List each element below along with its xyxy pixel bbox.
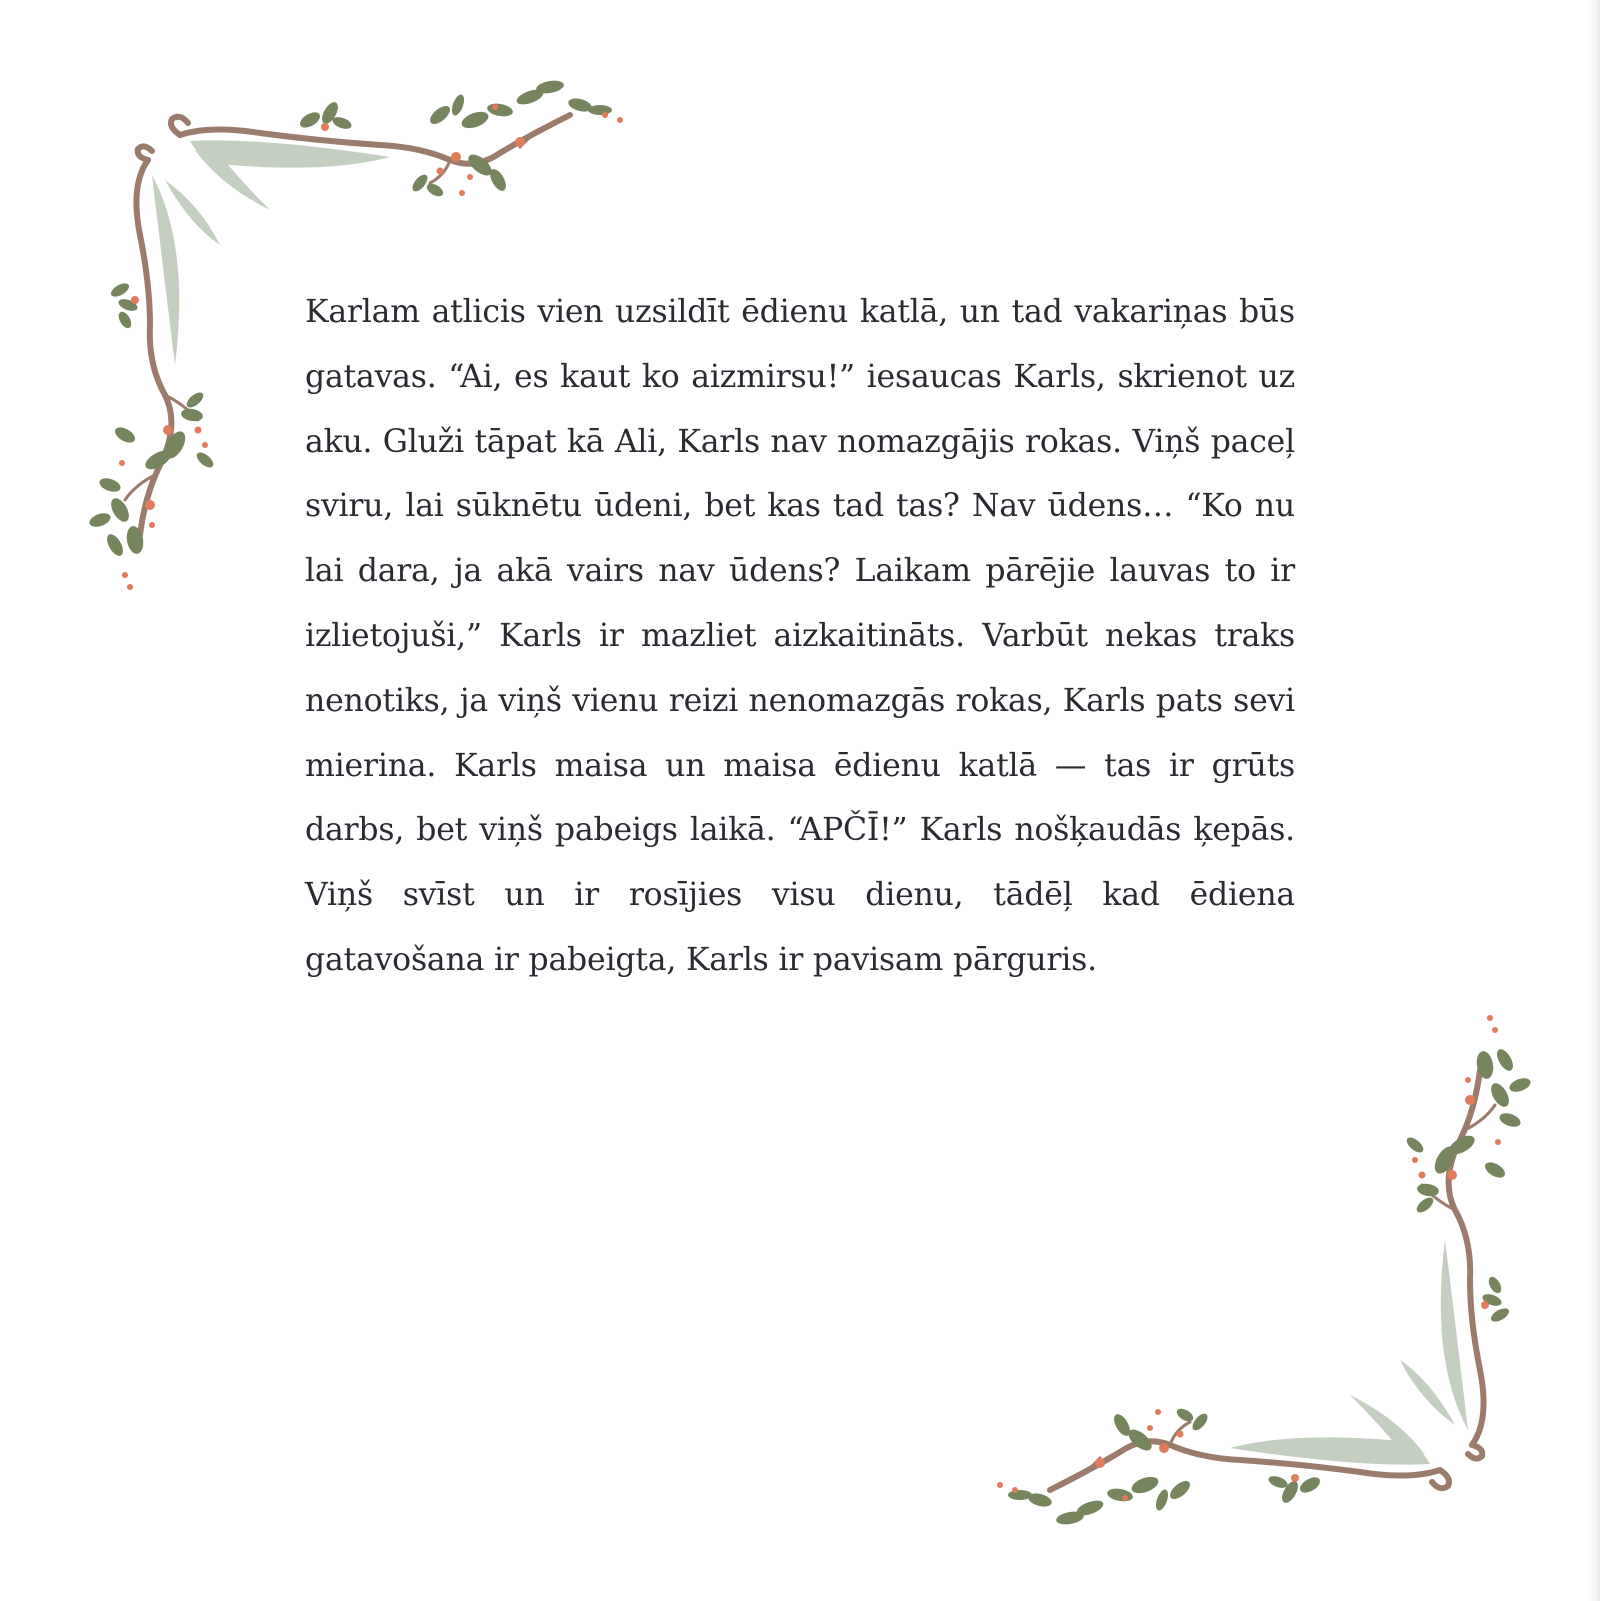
dark-leaves-top — [1008, 1406, 1323, 1526]
berries — [997, 1015, 1501, 1501]
story-paragraph: Karlam atlicis vien uzsildīt ēdienu katlā, un tad vakariņas būs gatavas. “Ai, es kaut ko aizmirsu!” iesaucas Karls, skrienot uz aku. Gluži tāpat kā Ali, Karls nav nomazgājis rokas. Viņš paceļ sviru, lai sūknētu ūdeni, bet kas tad tas? Nav ūdens… “Ko nu lai dara, ja akā vairs nav ūdens? Laikam pārējie lauvas to ir izlietojuši,” Karls ir mazliet aizkaitināts. Varbūt nekas traks nenotiks, ja viņš vienu reizi nenomazgās rokas, Karls pats sevi mierina. Karls maisa un maisa ēdienu katlā — tas ir grūts darbs, bet viņš pabeigs laikā. “APČĪ!” Karls nošķaudās ķepās. Viņš svīst un ir rosījies visu dienu, tādēļ kad ēdiena gatavošana ir pabeigta, Karls ir pavisam pārguris. — [305, 294, 1295, 978]
pale-leaves-top — [190, 140, 390, 210]
pale-leaves-top — [1230, 1395, 1430, 1465]
pale-leaves-side — [1400, 1240, 1468, 1430]
page-edge-shadow — [1586, 0, 1600, 1601]
floral-vine-corner-bottom-right-icon — [980, 990, 1540, 1530]
pale-leaves-side — [152, 175, 220, 365]
dark-leaves-top — [297, 79, 612, 199]
